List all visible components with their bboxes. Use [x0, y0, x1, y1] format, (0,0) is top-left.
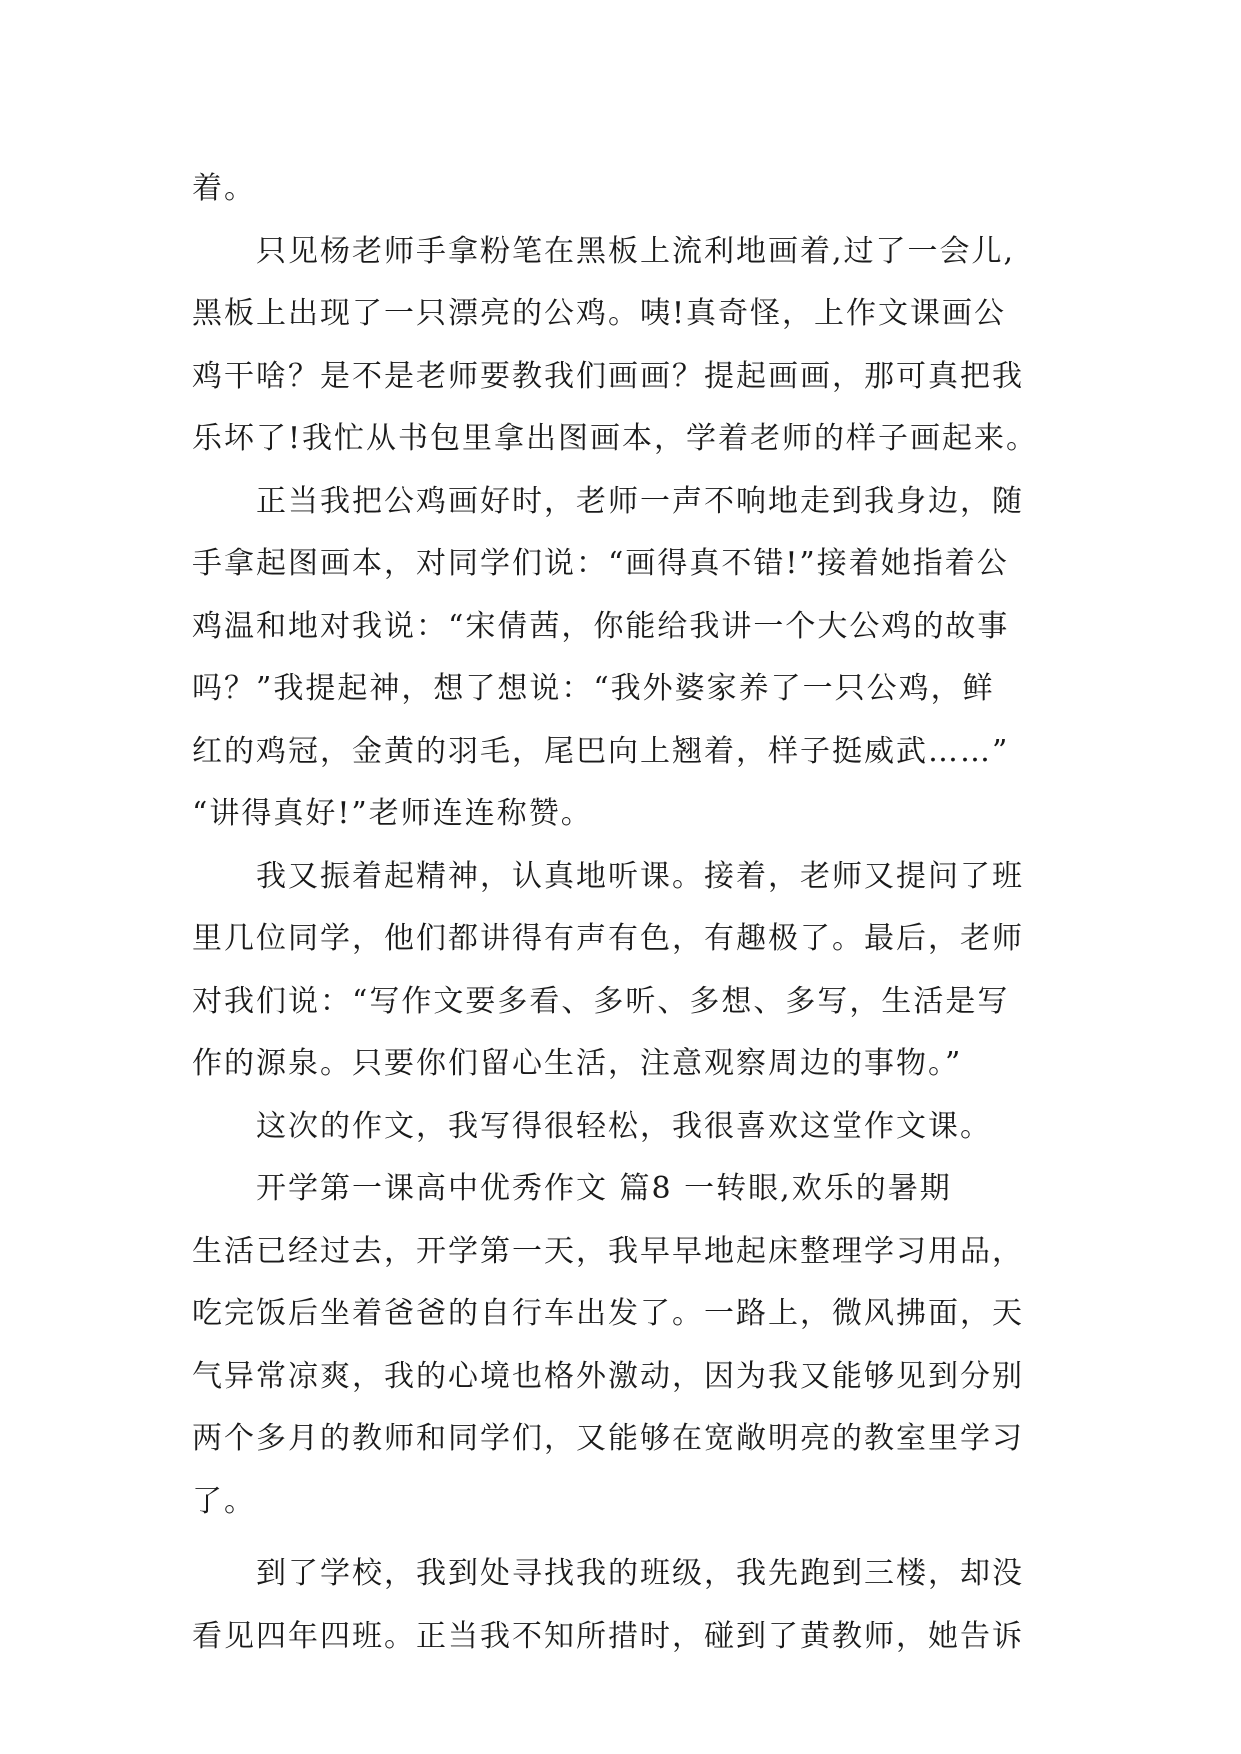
text-line: 作的源泉。只要你们留心生活，注意观察周边的事物。” — [192, 1046, 963, 1081]
paragraph-start-line: 这次的作文，我写得很轻松，我很喜欢这堂作文课。 — [256, 1108, 992, 1144]
paragraph-start-line: 正当我把公鸡画好时，老师一声不响地走到我身边，随 — [256, 483, 1024, 519]
text-line: 对我们说：“写作文要多看、多听、多想、多写，生活是写 — [192, 983, 1010, 1019]
paragraph-start-line: 到了学校，我到处寻找我的班级，我先跑到三楼，却没 — [256, 1556, 1024, 1591]
text-line: 两个多月的教师和同学们，又能够在宽敞明亮的教室里学习 — [192, 1421, 1024, 1456]
text-line: 了。 — [192, 1483, 256, 1519]
text-line: 黑板上出现了一只漂亮的公鸡。咦!真奇怪，上作文课画公 — [192, 296, 1007, 331]
paragraph-start-line: 我又振着起精神，认真地听课。接着，老师又提问了班 — [256, 858, 1024, 894]
text-line: 鸡干啥？是不是老师要教我们画画？提起画画，那可真把我 — [192, 358, 1024, 394]
text-line: 红的鸡冠，金黄的羽毛，尾巴向上翘着，样子挺威武……” — [192, 733, 1010, 769]
text-line: 生活已经过去，开学第一天，我早早地起床整理学习用品， — [192, 1233, 1024, 1269]
paragraph-start-line: 只见杨老师手拿粉笔在黑板上流利地画着,过了一会儿, — [256, 233, 1016, 269]
text-line: 鸡温和地对我说：“宋倩茜，你能给我讲一个大公鸡的故事 — [192, 608, 1010, 644]
text-line: 看见四年四班。正当我不知所措时，碰到了黄教师，她告诉 — [192, 1618, 1024, 1654]
text-line: 气异常凉爽，我的心境也格外激动，因为我又能够见到分别 — [192, 1358, 1024, 1394]
text-line: 里几位同学，他们都讲得有声有色，有趣极了。最后，老师 — [192, 921, 1024, 956]
text-line: 手拿起图画本，对同学们说：“画得真不错!”接着她指着公 — [192, 546, 1009, 581]
text-line: 吗？”我提起神，想了想说：“我外婆家养了一只公鸡，鲜 — [192, 671, 995, 706]
section-heading-line: 开学第一课高中优秀作文 篇8 一转眼,欢乐的暑期 — [256, 1171, 952, 1206]
text-line: 着。 — [192, 171, 256, 206]
text-line: 乐坏了!我忙从书包里拿出图画本，学着老师的样子画起来。 — [192, 421, 1039, 456]
text-line: “讲得真好!”老师连连称赞。 — [192, 796, 593, 831]
paragraph-gap — [192, 1533, 1052, 1543]
text-line: 吃完饭后坐着爸爸的自行车出发了。一路上，微风拂面，天 — [192, 1296, 1024, 1331]
essay-body — [192, 158, 1052, 1668]
